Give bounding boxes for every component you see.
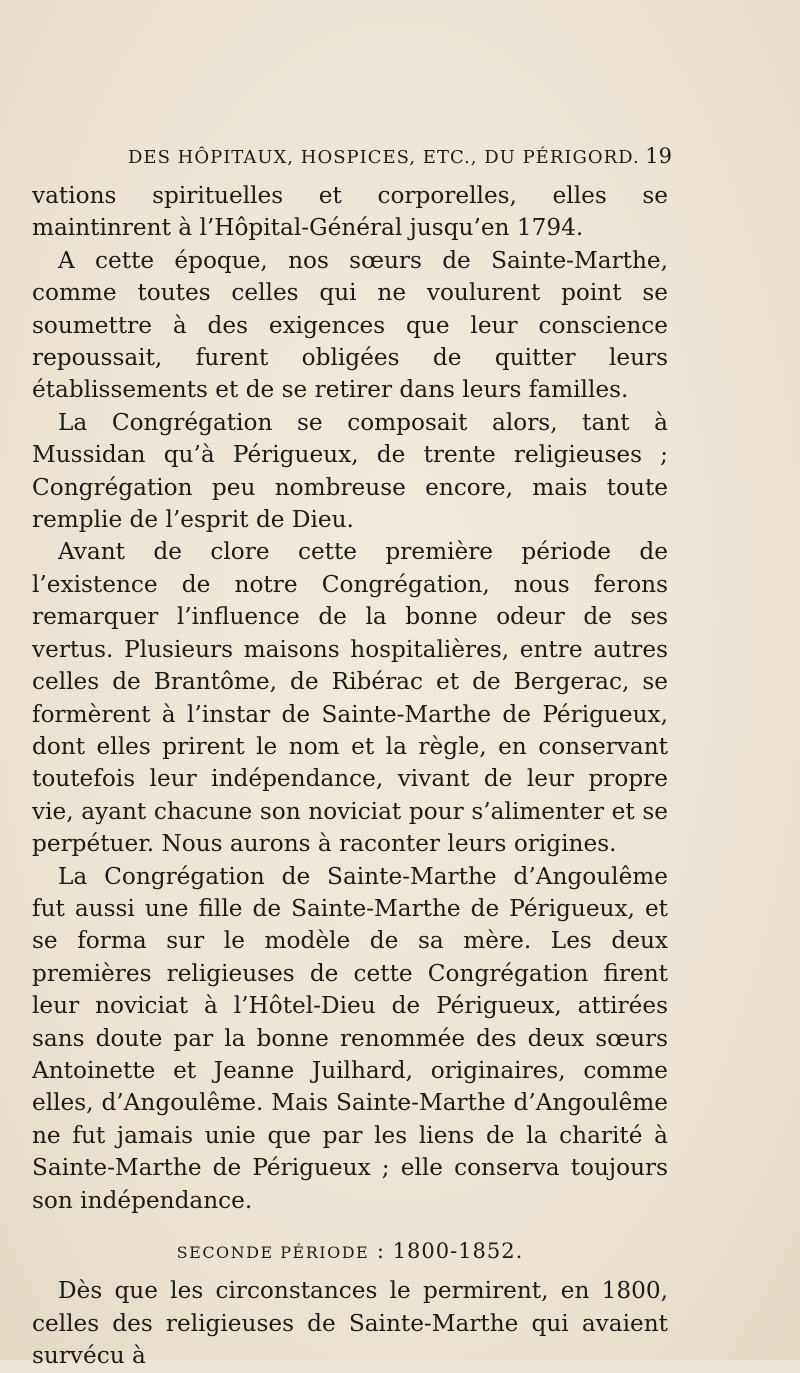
paragraph-1: vations spirituelles et corporelles, elles se maintinrent à l’Hôpital-Général jusqu’en 1794. [32,182,668,242]
running-title: DES HÔPITAUX, HOSPICES, ETC., DU PÉRIGORD. [128,147,640,168]
page-body [32,180,668,1373]
paragraph-3: La Congrégation se composait alors, tant à Mussidan qu’à Périgueux, de trente religieuses ; Congrégation peu nombreuse encore, mais toute remplie de l’esprit de Dieu. [32,408,668,534]
section-heading [32,1235,668,1269]
paragraph-2: A cette époque, nos sœurs de Sainte-Marthe, comme toutes celles qui ne voulurent point se soumettre à des exigences que leur conscience repoussait, furent obligées de quitter leurs établissements et de se retirer dans leurs familles. [32,246,668,404]
section-label: SECONDE PÉRIODE [176,1243,370,1262]
paragraph-4: Avant de clore cette première période de l’existence de notre Congrégation, nous ferons remarquer l’influence de la bonne odeur de ses vertus. Plusieurs maisons hospitalières, entre autres celles de Brantôme, de Ribérac et de Bergerac, se formèrent à l’instar de Sainte-Marthe de Périgueux, dont elles prirent le nom et la règle, en conservant toutefois leur indépendance, vivant de leur propre vie, ayant chacune son noviciat pour s’alimenter et se perpétuer. Nous aurons à raconter leurs origines. [32,538,668,858]
section-dates: : 1800-1852. [376,1239,524,1263]
paragraph-5: La Congrégation de Sainte-Marthe d’Angoulême fut aussi une fille de Sainte-Marthe de Périgueux, et se forma sur le modèle de sa mère. Les deux premières religieuses de cette Congrégation firent leur noviciat à l’Hôtel-Dieu de Périgueux, attirées sans doute par la bonne renommée des deux sœurs Antoinette et Jeanne Juilhard, originaires, comme elles, d’Angoulême. Mais Sainte-Marthe d’Angoulême ne fut jamais unie que par les liens de la charité à Sainte-Marthe de Périgueux ; elle conserva toujours son indépendance. [32,862,668,1214]
paragraph-6: Dès que les circonstances le permirent, en 1800, celles des religieuses de Sainte-Marthe qui avaient survécu à [32,1277,668,1370]
running-header [128,144,672,168]
page-number: 19 [645,144,672,168]
